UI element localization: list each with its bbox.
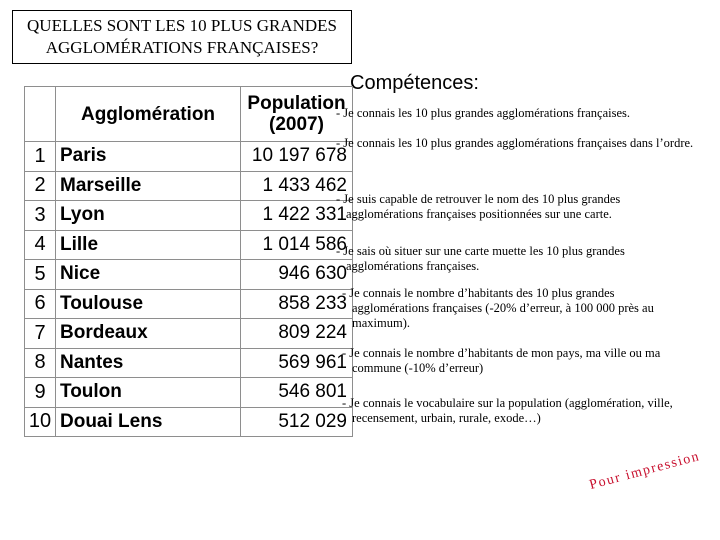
population-cell: 10 197 678	[241, 142, 353, 172]
competence-text: - Je connais le nombre d’habitants des 10 plus grandes agglomérations françaises (-20% d’erreur, à 100 000 près au maximum).	[342, 286, 654, 330]
rank-cell: 1	[25, 142, 56, 172]
population-cell: 1 433 462	[241, 171, 353, 201]
competence-item	[336, 106, 700, 121]
agglomeration-cell: Toulouse	[56, 289, 241, 319]
population-cell: 546 801	[241, 378, 353, 408]
competence-text: - Je connais le nombre d’habitants de mon pays, ma ville ou ma commune (-10% d’erreur)	[342, 346, 661, 375]
population-header-label: Population	[247, 93, 346, 114]
competence-item	[336, 192, 700, 222]
population-cell: 512 029	[241, 407, 353, 437]
agglomeration-cell: Douai Lens	[56, 407, 241, 437]
table-row	[25, 230, 353, 260]
competence-item	[342, 396, 687, 426]
rank-cell: 2	[25, 171, 56, 201]
table-row	[25, 201, 353, 231]
competence-text: - Je connais les 10 plus grandes agglomérations françaises dans l’ordre.	[336, 136, 694, 150]
table-row	[25, 289, 353, 319]
population-cell: 1 422 331	[241, 201, 353, 231]
agglomeration-cell: Paris	[56, 142, 241, 172]
competence-text: - Je suis capable de retrouver le nom des 10 plus grandes agglomérations françaises positionnées sur une carte.	[336, 192, 621, 221]
agglomerations-table	[24, 86, 353, 437]
agglomeration-header: Agglomération	[56, 87, 241, 142]
rank-cell: 6	[25, 289, 56, 319]
competence-text: - Je connais les 10 plus grandes agglomérations françaises.	[336, 106, 631, 120]
population-header-year: (2007)	[269, 114, 324, 135]
competence-item	[342, 346, 687, 376]
table-row	[25, 142, 353, 172]
table-row	[25, 348, 353, 378]
population-cell: 569 961	[241, 348, 353, 378]
agglomeration-cell: Nantes	[56, 348, 241, 378]
table-row	[25, 260, 353, 290]
agglomeration-cell: Lyon	[56, 201, 241, 231]
rank-cell: 3	[25, 201, 56, 231]
agglomeration-cell: Marseille	[56, 171, 241, 201]
competence-text: - Je connais le vocabulaire sur la population (agglomération, ville, recensement, urbain, rurale, exode…)	[342, 396, 673, 425]
agglomeration-cell: Nice	[56, 260, 241, 290]
table-row	[25, 171, 353, 201]
population-cell: 809 224	[241, 319, 353, 349]
competence-item	[336, 136, 700, 151]
agglomeration-cell: Toulon	[56, 378, 241, 408]
title-line-1: QUELLES SONT LES 10 PLUS GRANDES	[27, 16, 337, 35]
agglomeration-cell: Bordeaux	[56, 319, 241, 349]
print-stamp: Pour impression	[587, 449, 702, 494]
rank-cell: 5	[25, 260, 56, 290]
competence-item	[336, 244, 700, 274]
table-row	[25, 319, 353, 349]
rank-cell: 8	[25, 348, 56, 378]
population-cell: 858 233	[241, 289, 353, 319]
rank-cell: 4	[25, 230, 56, 260]
population-cell: 946 630	[241, 260, 353, 290]
competence-text: - Je sais où situer sur une carte muette les 10 plus grandes agglomérations françaises.	[336, 244, 625, 273]
population-cell: 1 014 586	[241, 230, 353, 260]
table-row	[25, 378, 353, 408]
competences-heading: Compétences:	[350, 72, 479, 94]
title-box	[12, 10, 352, 64]
rank-cell: 7	[25, 319, 56, 349]
title-line-2: AGGLOMÉRATIONS FRANÇAISES?	[45, 38, 319, 57]
competence-item	[342, 286, 687, 331]
rank-cell: 9	[25, 378, 56, 408]
agglomeration-cell: Lille	[56, 230, 241, 260]
rank-cell: 10	[25, 407, 56, 437]
table-row	[25, 407, 353, 437]
rank-header	[25, 87, 56, 142]
table-header-row	[25, 87, 353, 142]
